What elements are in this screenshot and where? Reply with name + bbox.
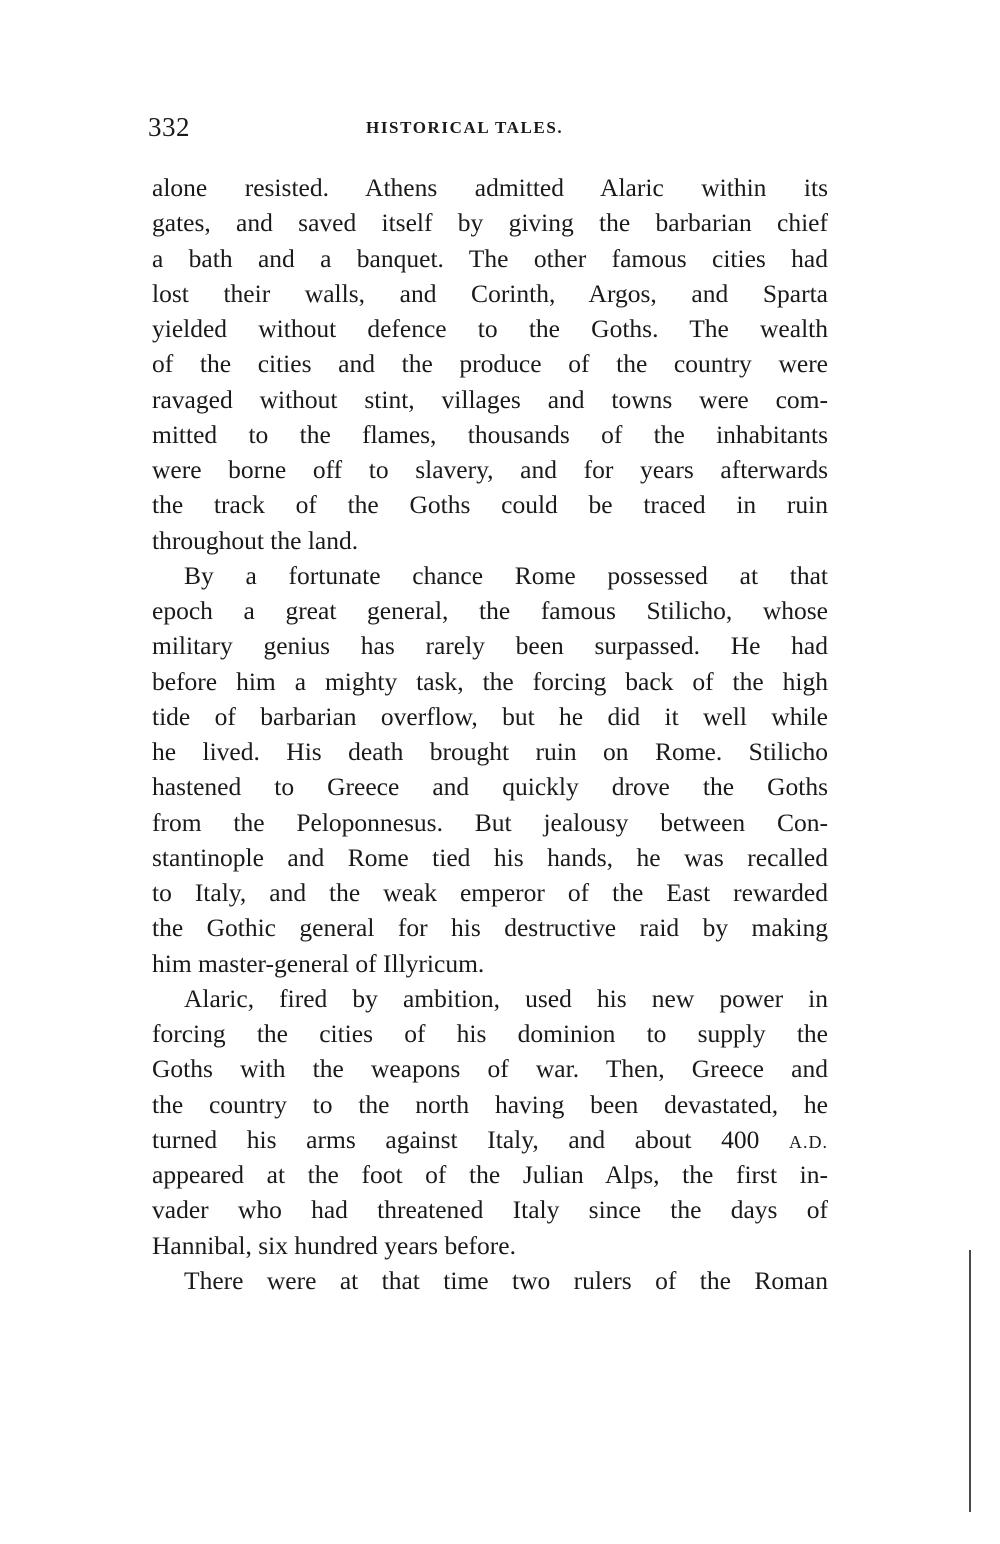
text-line: There were at that time two rulers of the Roman	[184, 1265, 828, 1295]
running-head	[148, 112, 830, 148]
text-line: before him a mighty task, the forcing back of the high	[152, 666, 828, 696]
text-line: the country to the north having been devastated, he	[152, 1089, 828, 1119]
text-line: he lived. His death brought ruin on Rome. Stilicho	[152, 737, 828, 766]
text-segment: turned his arms against Italy, and about 400	[152, 1124, 760, 1154]
text-line: By a fortunate chance Rome possessed at that	[184, 560, 828, 590]
text-line: were borne off to slavery, and for years afterwards	[152, 455, 828, 484]
text-line: the Gothic general for his destructive raid by making	[152, 913, 828, 943]
text-line-with-era	[152, 1122, 828, 1157]
text-line: hastened to Greece and quickly drove the Goths	[152, 772, 828, 802]
text-line: vader who had threatened Italy since the days of	[152, 1195, 828, 1225]
text-line: tide of barbarian overflow, but he did it well while	[152, 701, 828, 731]
margin-scan-line	[969, 1250, 971, 1512]
paragraph	[152, 1263, 828, 1298]
text-line: military genius has rarely been surpassed. He had	[152, 631, 828, 661]
text-line: ravaged without stint, villages and towns were com-	[152, 384, 828, 414]
paragraph	[152, 558, 828, 981]
page-number: 332	[148, 112, 190, 142]
text-line: the track of the Goths could be traced in ruin	[152, 490, 828, 520]
text-line: forcing the cities of his dominion to supply the	[152, 1019, 828, 1048]
text-line: from the Peloponnesus. But jealousy between Con-	[152, 807, 828, 837]
running-title: HISTORICAL TALES.	[366, 118, 564, 137]
text-line: epoch a great general, the famous Stilicho, whose	[152, 596, 828, 625]
text-line: lost their walls, and Corinth, Argos, and Sparta	[152, 278, 828, 308]
text-line: Goths with the weapons of war. Then, Greece and	[152, 1054, 828, 1084]
text-line: gates, and saved itself by giving the barbarian chief	[152, 208, 828, 238]
text-line: appeared at the foot of the Julian Alps, the first in-	[152, 1160, 828, 1189]
text-line: to Italy, and the weak emperor of the East rewarded	[152, 878, 828, 907]
paragraph	[152, 170, 828, 558]
era-mark: A.D.	[789, 1131, 828, 1152]
body-text	[152, 170, 828, 1298]
text-line: Alaric, fired by ambition, used his new power in	[184, 983, 828, 1013]
text-line: him master-general of Illyricum.	[152, 948, 485, 978]
text-line: a bath and a banquet. The other famous cities had	[152, 243, 828, 273]
text-line: throughout the land.	[152, 525, 359, 555]
text-line: yielded without defence to the Goths. The wealth	[152, 314, 828, 343]
paragraph	[152, 981, 828, 1263]
text-line: of the cities and the produce of the country were	[152, 349, 828, 379]
text-line: Hannibal, six hundred years before.	[152, 1230, 516, 1260]
text-line: stantinople and Rome tied his hands, he was recalled	[152, 842, 828, 872]
text-line: alone resisted. Athens admitted Alaric within its	[152, 173, 828, 202]
text-line: mitted to the flames, thousands of the inhabitants	[152, 419, 828, 449]
